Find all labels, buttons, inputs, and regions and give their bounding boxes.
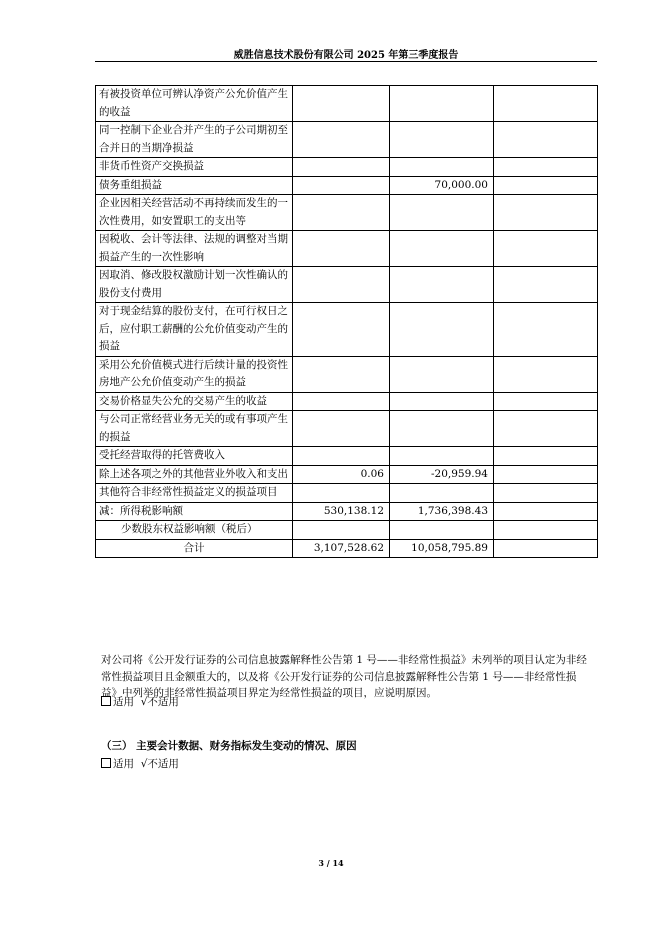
table-row <box>96 86 598 122</box>
table-row <box>96 484 598 503</box>
row-item-label: 受托经营取得的托管费收入 <box>96 447 293 466</box>
row-note <box>494 465 598 484</box>
non-recurring-items-table <box>95 85 598 558</box>
section-applicability <box>101 756 179 771</box>
row-year-to-date <box>390 195 494 231</box>
row-item-label: 少数股东权益影响额（税后） <box>96 521 293 540</box>
row-current-period <box>293 158 390 177</box>
row-note <box>494 392 598 411</box>
row-item-label: 因税收、会计等法律、法规的调整对当期损益产生的一次性影响 <box>96 231 293 267</box>
row-year-to-date: 10,058,795.89 <box>390 539 494 558</box>
table-row <box>96 122 598 158</box>
row-current-period <box>293 122 390 158</box>
row-year-to-date <box>390 158 494 177</box>
row-note <box>494 502 598 521</box>
table-row <box>96 195 598 231</box>
row-year-to-date <box>390 521 494 540</box>
row-note <box>494 539 598 558</box>
row-item-label: 企业因相关经营活动不再持续而发生的一次性费用，如安置职工的支出等 <box>96 195 293 231</box>
row-current-period <box>293 176 390 195</box>
table-row <box>96 176 598 195</box>
row-item-label: 减：所得税影响额 <box>96 502 293 521</box>
row-year-to-date <box>390 86 494 122</box>
table-row <box>96 356 598 392</box>
row-year-to-date <box>390 267 494 303</box>
row-item-label: 债务重组损益 <box>96 176 293 195</box>
row-current-period <box>293 195 390 231</box>
row-year-to-date <box>390 447 494 466</box>
row-current-period <box>293 86 390 122</box>
row-year-to-date <box>390 484 494 503</box>
table-row <box>96 502 598 521</box>
table-row <box>96 392 598 411</box>
row-item-label: 非货币性资产交换损益 <box>96 158 293 177</box>
row-current-period: 530,138.12 <box>293 502 390 521</box>
table-row <box>96 447 598 466</box>
row-item-label: 采用公允价值模式进行后续计量的投资性房地产公允价值变动产生的损益 <box>96 356 293 392</box>
header-rule <box>95 61 597 62</box>
checkbox-icon <box>101 696 111 706</box>
page-number: 3 / 14 <box>318 858 344 868</box>
row-note <box>494 356 598 392</box>
row-current-period <box>293 484 390 503</box>
row-note <box>494 447 598 466</box>
row-year-to-date: 1,736,398.43 <box>390 502 494 521</box>
table-row <box>96 303 598 357</box>
row-current-period <box>293 231 390 267</box>
note-paragraph: 对公司将《公开发行证券的公司信息披露解释性公告第 1 号——非经常性损益》未列举的项目认定为非经常性损益项目且金额重大的，以及将《公开发行证券的公司信息披露解释性公告第 1 号——非经常性损益》中列举的非经常性损益项目界定为经常性损益的项目，应说明原因。 <box>101 654 587 699</box>
row-note <box>494 86 598 122</box>
row-year-to-date <box>390 303 494 357</box>
table-row <box>96 158 598 177</box>
row-year-to-date <box>390 411 494 447</box>
row-year-to-date <box>390 392 494 411</box>
row-current-period: 3,107,528.62 <box>293 539 390 558</box>
report-header-title: 威胜信息技术股份有限公司 2025 年第三季度报告 <box>233 50 459 61</box>
row-note <box>494 411 598 447</box>
row-current-period <box>293 356 390 392</box>
table-row <box>96 231 598 267</box>
row-item-label: 交易价格显失公允的交易产生的收益 <box>96 392 293 411</box>
checkbox-icon <box>101 758 111 768</box>
row-year-to-date: 70,000.00 <box>390 176 494 195</box>
row-item-label: 除上述各项之外的其他营业外收入和支出 <box>96 465 293 484</box>
row-year-to-date: -20,959.94 <box>390 465 494 484</box>
row-item-label: 因取消、修改股权激励计划一次性确认的股份支付费用 <box>96 267 293 303</box>
applicable-label: 适用 <box>113 696 134 708</box>
row-item-label: 同一控制下企业合并产生的子公司期初至合并日的当期净损益 <box>96 122 293 158</box>
row-item-label: 有被投资单位可辨认净资产公允价值产生的收益 <box>96 86 293 122</box>
row-note <box>494 521 598 540</box>
row-note <box>494 195 598 231</box>
row-note <box>494 484 598 503</box>
row-item-label: 对于现金结算的股份支付，在可行权日之后，应付职工薪酬的公允价值变动产生的损益 <box>96 303 293 357</box>
row-note <box>494 176 598 195</box>
row-current-period <box>293 447 390 466</box>
section-title: （三） 主要会计数据、财务指标发生变动的情况、原因 <box>101 740 357 752</box>
row-year-to-date <box>390 122 494 158</box>
table-row <box>96 521 598 540</box>
table-row <box>96 411 598 447</box>
row-note <box>494 303 598 357</box>
row-item-label: 合计 <box>96 539 293 558</box>
table-row <box>96 267 598 303</box>
row-item-label: 与公司正常经营业务无关的或有事项产生的损益 <box>96 411 293 447</box>
row-note <box>494 231 598 267</box>
row-note <box>494 158 598 177</box>
row-current-period <box>293 411 390 447</box>
row-item-label: 其他符合非经常性损益定义的损益项目 <box>96 484 293 503</box>
table-row-total <box>96 539 598 558</box>
not-applicable-label: √不适用 <box>140 758 179 770</box>
row-current-period <box>293 303 390 357</box>
row-current-period <box>293 267 390 303</box>
applicable-label: 适用 <box>113 758 134 770</box>
row-year-to-date <box>390 356 494 392</box>
table-row <box>96 465 598 484</box>
row-current-period: 0.06 <box>293 465 390 484</box>
note-applicability <box>101 694 179 709</box>
row-note <box>494 122 598 158</box>
row-year-to-date <box>390 231 494 267</box>
not-applicable-label: √不适用 <box>140 696 179 708</box>
row-current-period <box>293 392 390 411</box>
row-note <box>494 267 598 303</box>
row-current-period <box>293 521 390 540</box>
